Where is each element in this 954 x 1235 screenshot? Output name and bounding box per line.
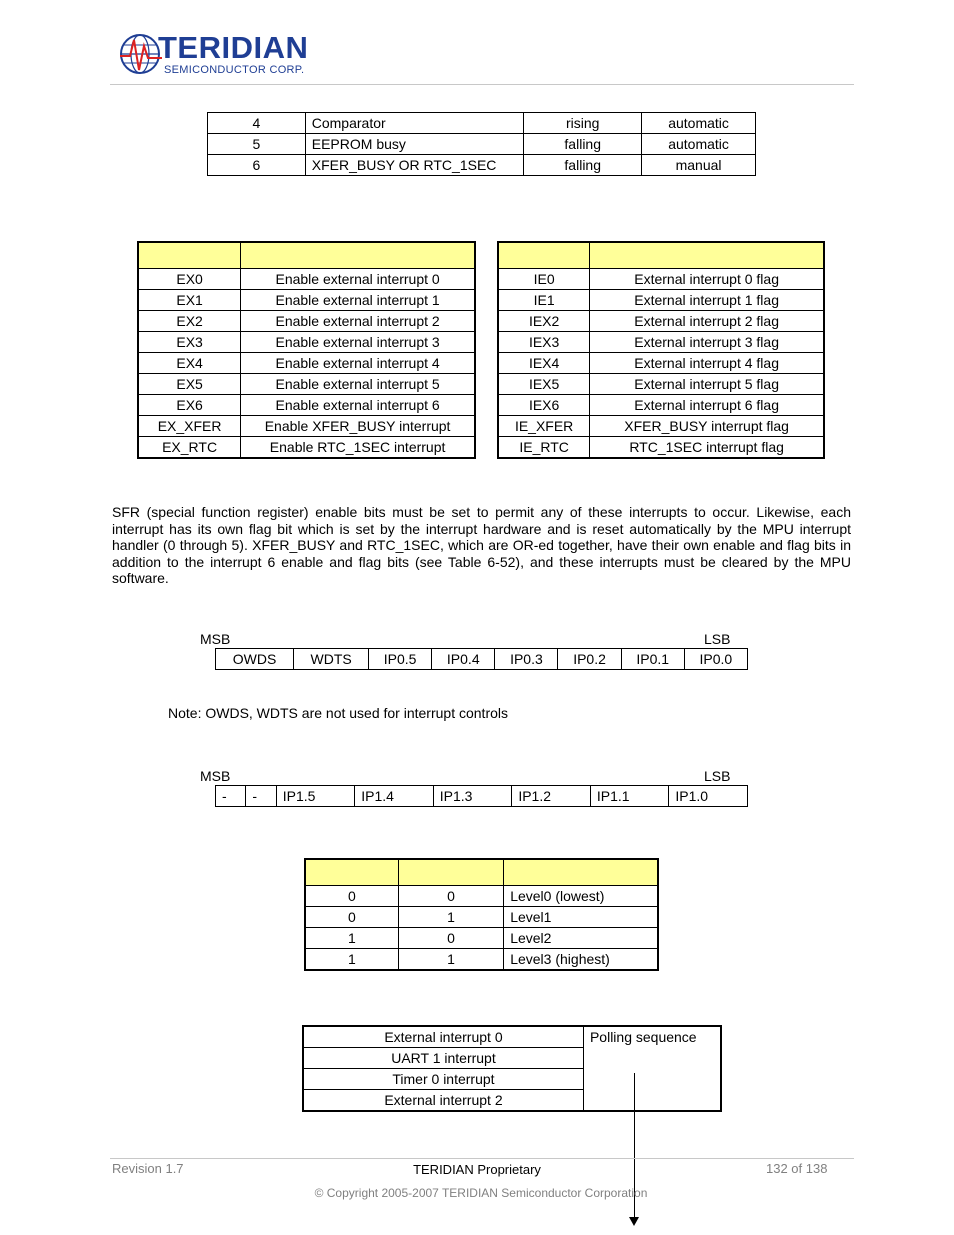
ip0-bit-cell: WDTS <box>294 649 369 670</box>
table-row <box>498 416 824 437</box>
footer-rule <box>110 1158 854 1159</box>
ip0-lsb-label: LSB <box>704 631 731 647</box>
interrupt-edge-cell: falling <box>524 155 642 176</box>
flag-bit-cell: IE_XFER <box>498 416 590 437</box>
interrupt-number-cell: 5 <box>208 134 306 155</box>
level-bit-b-cell: 1 <box>398 949 503 971</box>
enable-bit-cell: EX1 <box>138 290 241 311</box>
flag-description-cell: External interrupt 6 flag <box>590 395 824 416</box>
level-bit-a-cell: 0 <box>305 886 398 907</box>
interrupt-source-cell: Comparator <box>305 113 524 134</box>
ip1-msb-label: MSB <box>200 768 231 784</box>
interrupt-source-table <box>207 112 756 176</box>
table-row <box>303 1026 721 1048</box>
level-name-cell: Level2 <box>504 928 658 949</box>
ip1-bit-cell: IP1.5 <box>276 786 355 807</box>
flag-description-cell: External interrupt 3 flag <box>590 332 824 353</box>
header-rule <box>110 84 854 85</box>
group-interrupt-cell: External interrupt 2 <box>303 1090 583 1112</box>
register-row <box>216 649 748 670</box>
flag-bit-cell: IEX2 <box>498 311 590 332</box>
table-row <box>498 290 824 311</box>
flag-description-cell: RTC_1SEC interrupt flag <box>590 437 824 459</box>
logo-subtitle: SEMICONDUCTOR CORP. <box>164 64 305 76</box>
interrupt-number-cell: 4 <box>208 113 306 134</box>
table-row <box>305 907 658 928</box>
flag-bit-cell: IE_RTC <box>498 437 590 459</box>
interrupt-enable-table <box>137 241 476 459</box>
table-row <box>498 311 824 332</box>
table-row <box>498 437 824 459</box>
table-row <box>305 949 658 971</box>
table-header-row <box>498 242 824 269</box>
table-row <box>498 395 824 416</box>
table-row <box>208 113 756 134</box>
flag-description-cell: External interrupt 1 flag <box>590 290 824 311</box>
table-row <box>208 155 756 176</box>
logo-word: TERIDIAN <box>158 30 309 65</box>
level-bit-b-cell: 0 <box>398 928 503 949</box>
body-paragraph: SFR (special function register) enable bits must be set to permit any of these interrupts to occur. Likewise, each interrupt has its own flag bit which is set by the interrupt hardware and is reset automatically by the MPU interrupt handler (0 through 5). XFER_BUSY and RTC_1SEC, which are OR-ed together, have their own enable and flag bits in addition to the interrupt 6 enable and flag bits (see Table 6-52), and these interrupts must be cleared by the MPU software. <box>112 504 851 586</box>
flag-bit-cell: IEX6 <box>498 395 590 416</box>
table-row <box>498 353 824 374</box>
footer-proprietary: TERIDIAN Proprietary <box>413 1162 541 1177</box>
ip0-bit-cell: IP0.4 <box>432 649 495 670</box>
table-row <box>305 886 658 907</box>
interrupt-flag-table <box>497 241 825 459</box>
flag-description-cell: XFER_BUSY interrupt flag <box>590 416 824 437</box>
interrupt-source-cell: EEPROM busy <box>305 134 524 155</box>
polling-arrow-head-icon <box>629 1217 639 1226</box>
priority-level-table <box>304 858 659 971</box>
flag-description-cell: External interrupt 5 flag <box>590 374 824 395</box>
group-interrupt-cell: UART 1 interrupt <box>303 1048 583 1069</box>
group-interrupt-cell: Timer 0 interrupt <box>303 1069 583 1090</box>
table-row <box>138 290 475 311</box>
ip1-bit-cell: - <box>246 786 276 807</box>
note-text: Note: OWDS, WDTS are not used for interrupt controls <box>168 705 509 721</box>
level-bit-b-cell: 0 <box>398 886 503 907</box>
table-row <box>498 332 824 353</box>
ip0-bit-cell: IP0.2 <box>558 649 621 670</box>
flag-bit-cell: IE0 <box>498 269 590 290</box>
table-row <box>138 416 475 437</box>
enable-description-cell: Enable external interrupt 1 <box>241 290 475 311</box>
ip1-bit-cell: IP1.3 <box>433 786 512 807</box>
ip1-bit-cell: IP1.0 <box>669 786 748 807</box>
interrupt-number-cell: 6 <box>208 155 306 176</box>
ip0-register-table <box>215 648 748 670</box>
ip1-bit-cell: IP1.1 <box>590 786 669 807</box>
enable-description-cell: Enable external interrupt 3 <box>241 332 475 353</box>
table-row <box>138 437 475 459</box>
table-row <box>498 374 824 395</box>
polling-sequence-cell: Polling sequence <box>583 1026 721 1111</box>
company-logo <box>118 30 318 78</box>
ip1-register-table <box>215 785 748 807</box>
flag-bit-cell: IEX4 <box>498 353 590 374</box>
enable-bit-cell: EX_RTC <box>138 437 241 459</box>
table-row <box>498 269 824 290</box>
enable-description-cell: Enable external interrupt 6 <box>241 395 475 416</box>
interrupt-edge-cell: rising <box>524 113 642 134</box>
enable-description-cell: Enable external interrupt 0 <box>241 269 475 290</box>
enable-bit-cell: EX2 <box>138 311 241 332</box>
flag-description-cell: External interrupt 4 flag <box>590 353 824 374</box>
enable-description-cell: Enable external interrupt 5 <box>241 374 475 395</box>
table-header-row <box>138 242 475 269</box>
ip1-lsb-label: LSB <box>704 768 731 784</box>
ip0-bit-cell: IP0.0 <box>684 649 747 670</box>
ip0-msb-label: MSB <box>200 631 231 647</box>
register-row <box>216 786 748 807</box>
table-row <box>138 374 475 395</box>
enable-bit-cell: EX4 <box>138 353 241 374</box>
level-name-cell: Level0 (lowest) <box>504 886 658 907</box>
ip0-bit-cell: IP0.5 <box>369 649 432 670</box>
table-row <box>138 269 475 290</box>
ip1-bit-cell: IP1.2 <box>512 786 591 807</box>
footer-revision: Revision 1.7 <box>112 1161 184 1176</box>
flag-bit-cell: IE1 <box>498 290 590 311</box>
table-row <box>138 332 475 353</box>
table-row <box>138 353 475 374</box>
interrupt-clear-cell: manual <box>642 155 756 176</box>
enable-description-cell: Enable RTC_1SEC interrupt <box>241 437 475 459</box>
enable-description-cell: Enable external interrupt 4 <box>241 353 475 374</box>
enable-bit-cell: EX_XFER <box>138 416 241 437</box>
level-name-cell: Level3 (highest) <box>504 949 658 971</box>
level-name-cell: Level1 <box>504 907 658 928</box>
footer-copyright: © Copyright 2005-2007 TERIDIAN Semiconductor Corporation <box>314 1186 648 1200</box>
level-bit-b-cell: 1 <box>398 907 503 928</box>
table-header-row <box>305 859 658 886</box>
level-bit-a-cell: 1 <box>305 949 398 971</box>
enable-description-cell: Enable XFER_BUSY interrupt <box>241 416 475 437</box>
table-row <box>208 134 756 155</box>
table-row <box>138 395 475 416</box>
enable-bit-cell: EX5 <box>138 374 241 395</box>
group-interrupt-cell: External interrupt 0 <box>303 1026 583 1048</box>
enable-bit-cell: EX6 <box>138 395 241 416</box>
flag-bit-cell: IEX5 <box>498 374 590 395</box>
level-bit-a-cell: 0 <box>305 907 398 928</box>
enable-bit-cell: EX0 <box>138 269 241 290</box>
ip0-bit-cell: IP0.1 <box>621 649 684 670</box>
flag-description-cell: External interrupt 2 flag <box>590 311 824 332</box>
ip0-bit-cell: IP0.3 <box>495 649 558 670</box>
flag-description-cell: External interrupt 0 flag <box>590 269 824 290</box>
interrupt-clear-cell: automatic <box>642 113 756 134</box>
table-row <box>305 928 658 949</box>
ip0-bit-cell: OWDS <box>216 649 294 670</box>
interrupt-edge-cell: falling <box>524 134 642 155</box>
level-bit-a-cell: 1 <box>305 928 398 949</box>
interrupt-source-cell: XFER_BUSY OR RTC_1SEC <box>305 155 524 176</box>
flag-bit-cell: IEX3 <box>498 332 590 353</box>
table-row <box>138 311 475 332</box>
interrupt-clear-cell: automatic <box>642 134 756 155</box>
ip1-bit-cell: IP1.4 <box>355 786 434 807</box>
enable-bit-cell: EX3 <box>138 332 241 353</box>
footer-page-number: 132 of 138 <box>766 1161 828 1176</box>
interrupt-group-table <box>302 1025 722 1112</box>
ip1-bit-cell: - <box>216 786 246 807</box>
enable-description-cell: Enable external interrupt 2 <box>241 311 475 332</box>
